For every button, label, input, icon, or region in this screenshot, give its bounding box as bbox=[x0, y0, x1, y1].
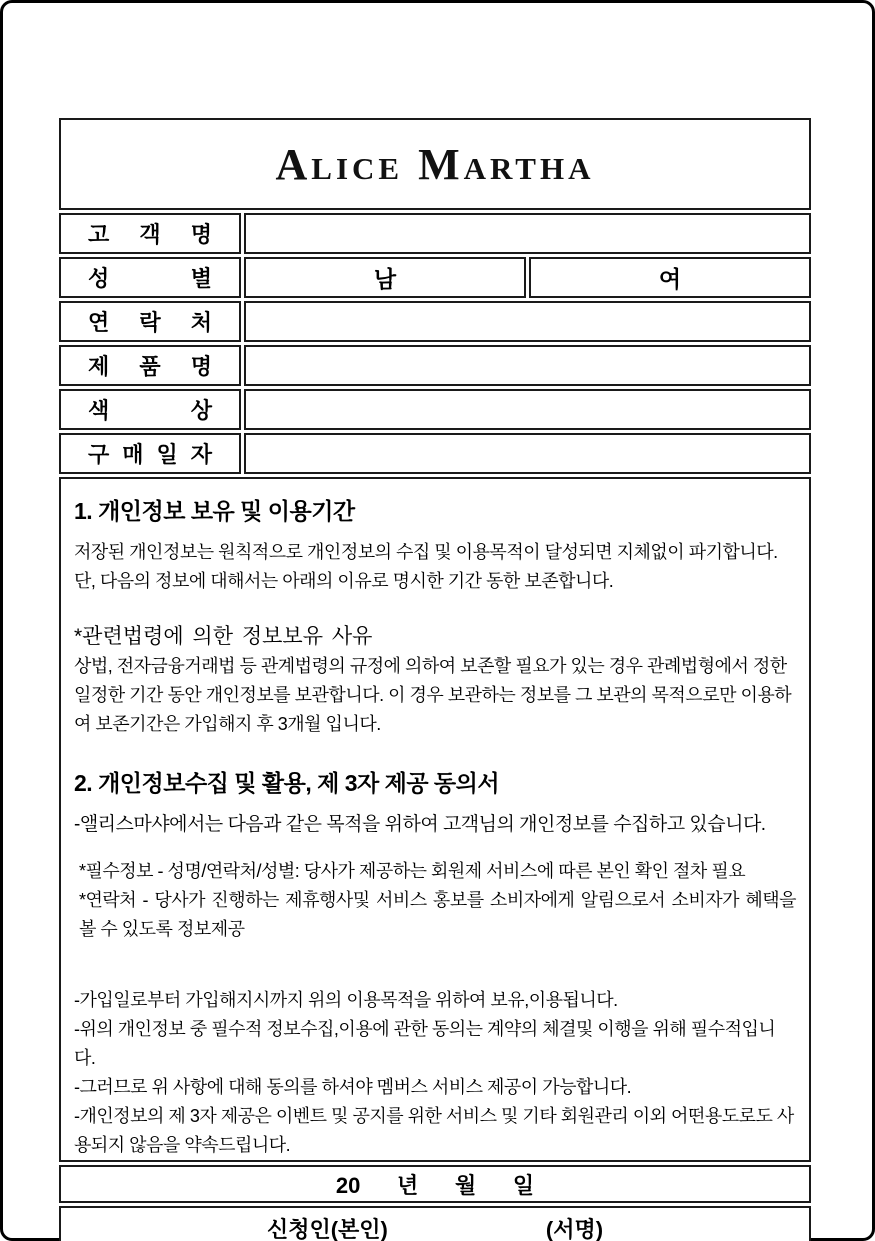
product-name-label: 제 품 명 bbox=[59, 345, 241, 386]
consent-note: -위의 개인정보 중 필수적 정보수집,이용에 관한 동의는 계약의 체결및 이행을 위해 필수적입니다. bbox=[74, 1019, 776, 1068]
contact-label: 연 락 처 bbox=[59, 301, 241, 342]
required-info-block bbox=[79, 857, 796, 944]
applicant-label: 신청인(본인) bbox=[266, 1216, 388, 1241]
section1-heading: 1. 개인정보 보유 및 이용기간 bbox=[74, 498, 355, 524]
brand-header-cell bbox=[59, 118, 811, 210]
brand-logo: Alice Martha bbox=[275, 139, 595, 189]
color-label: 색 상 bbox=[59, 389, 241, 430]
contact-info-line: *연락처 - 당사가 진행하는 제휴행사및 서비스 홍보를 소비자에게 알림으로서 소비자가 혜택을 볼 수 있도록 정보제공 bbox=[79, 890, 796, 939]
section1-paragraph: 저장된 개인정보는 원칙적으로 개인정보의 수집 및 이용목적이 달성되면 지체없이 파기합니다. 단, 다음의 정보에 대해서는 아래의 이유로 명시한 기간 동한 보존합니다. bbox=[74, 542, 778, 591]
contact-field[interactable] bbox=[244, 301, 811, 342]
customer-name-field[interactable] bbox=[244, 213, 811, 254]
date-fill-in-row[interactable]: 20 년 월 일 bbox=[59, 1165, 811, 1203]
customer-consent-form-table bbox=[56, 115, 814, 1241]
section2-intro: -앨리스마샤에서는 다음과 같은 목적을 위하여 고객님의 개인정보를 수집하고 있습니다. bbox=[74, 814, 766, 835]
gender-option-male[interactable]: 남 bbox=[244, 257, 526, 298]
consent-note: -그러므로 위 사항에 대해 동의를 하셔야 멤버스 서비스 제공이 가능합니다. bbox=[74, 1077, 632, 1097]
signature-label[interactable]: (서명) bbox=[545, 1216, 604, 1241]
section2-heading: 2. 개인정보수집 및 활용, 제 3자 제공 동의서 bbox=[74, 770, 500, 796]
consent-note: -가입일로부터 가입해지시까지 위의 이용목적을 위하여 보유,이용됩니다. bbox=[74, 990, 618, 1010]
product-name-field[interactable] bbox=[244, 345, 811, 386]
customer-name-label: 고 객 명 bbox=[59, 213, 241, 254]
consent-notes-block bbox=[74, 986, 796, 1160]
section1-law-paragraph: 상법, 전자금융거래법 등 관계법령의 규정에 의하여 보존할 필요가 있는 경우 관례법형에서 정한 일정한 기간 동안 개인정보를 보관합니다. 이 경우 보관하는 정보를 그 보관의 목적으로만 이용하여 보존기간은 가입해지 후 3개월 입니다. bbox=[74, 656, 792, 734]
gender-option-female[interactable]: 여 bbox=[529, 257, 811, 298]
section1-subheading: *관련법령에 의한 정보보유 사유 bbox=[74, 625, 373, 648]
required-info-line: *필수정보 - 성명/연락처/성별: 당사가 제공하는 회원제 서비스에 따른 본인 확인 절차 필요 bbox=[79, 861, 746, 881]
terms-and-consent-cell bbox=[59, 477, 811, 1162]
purchase-date-label: 구 매 일 자 bbox=[59, 433, 241, 474]
gender-label: 성 별 bbox=[59, 257, 241, 298]
signature-row bbox=[59, 1206, 811, 1241]
color-field[interactable] bbox=[244, 389, 811, 430]
consent-note: -개인정보의 제 3자 제공은 이벤트 및 공지를 위한 서비스 및 기타 회원관리 이외 어떤용도로도 사용되지 않음을 약속드립니다. bbox=[74, 1106, 794, 1155]
purchase-date-field[interactable] bbox=[244, 433, 811, 474]
